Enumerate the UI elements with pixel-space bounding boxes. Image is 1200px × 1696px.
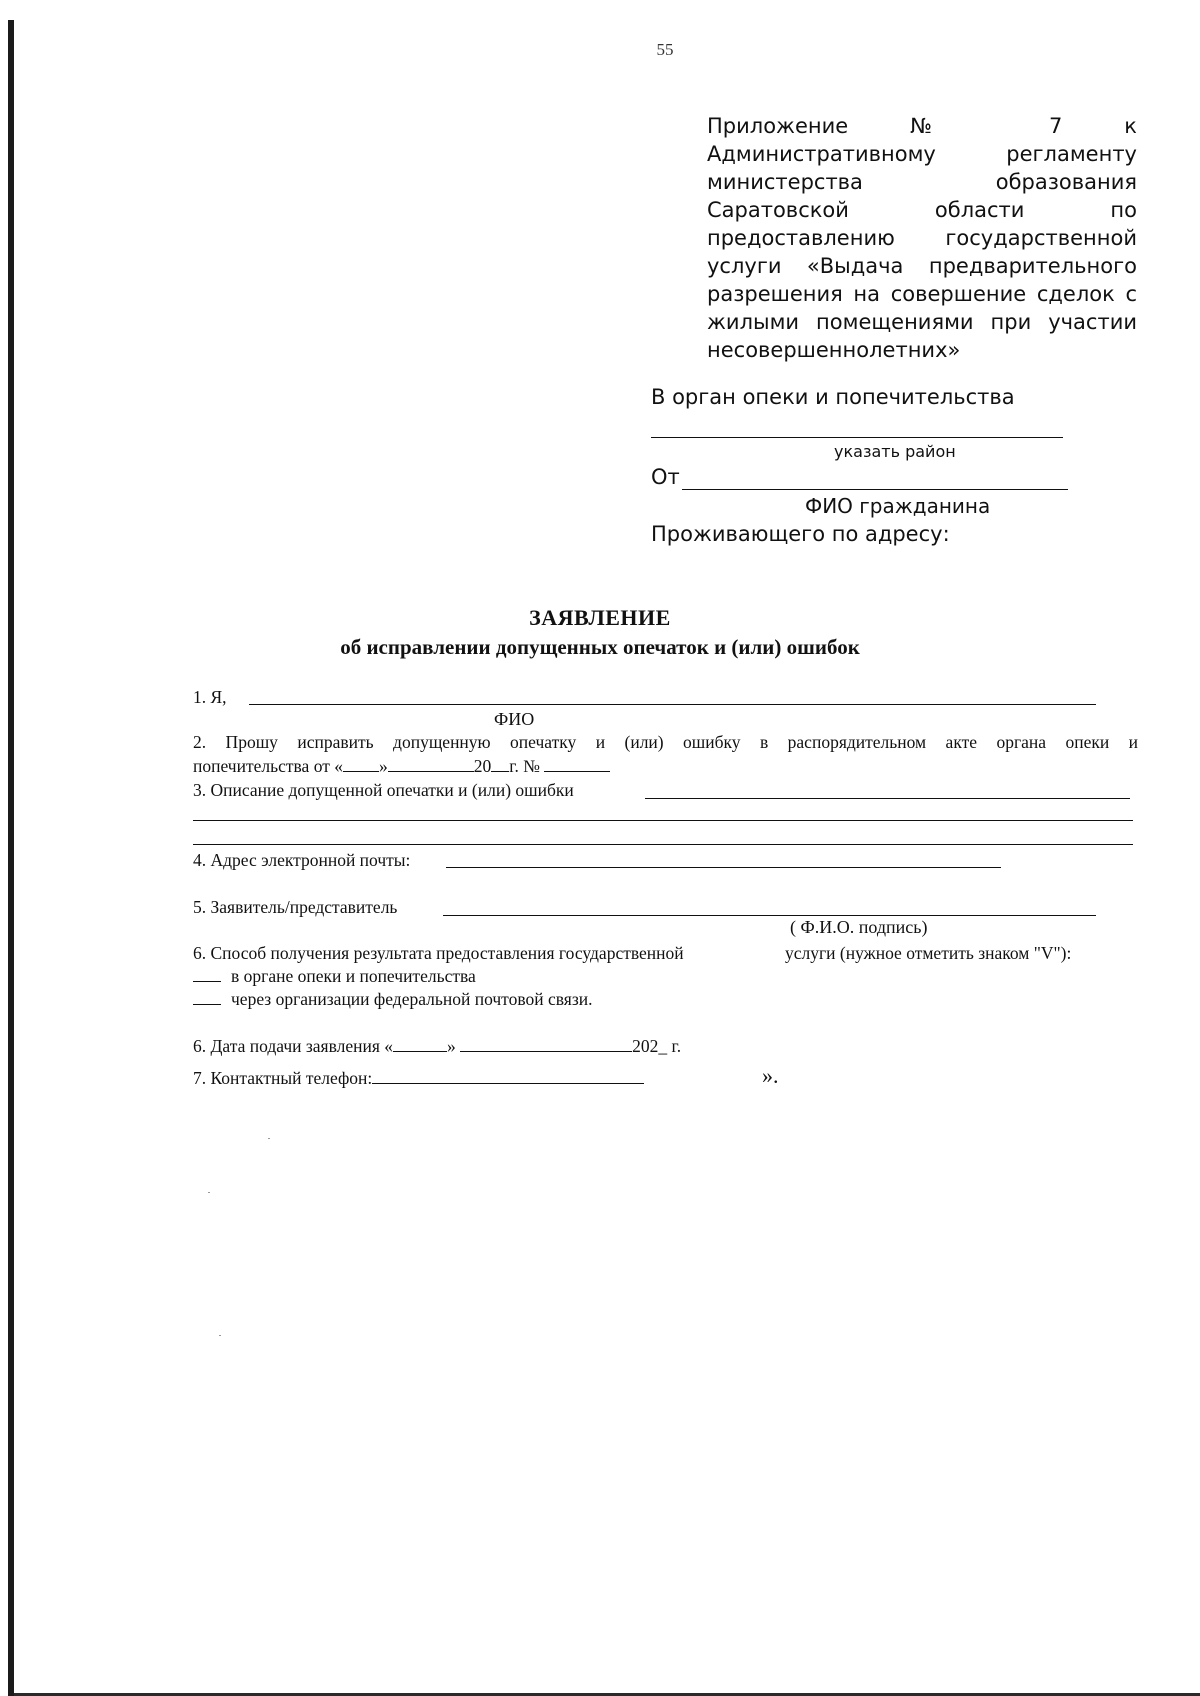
item2-from-label: попечительства от « xyxy=(193,756,343,776)
item2-text: 2. Прошу исправить допущенную опечатку и (или) ошибку в распорядительном акте органа опеки и xyxy=(193,732,1138,752)
act-month-field[interactable] xyxy=(388,755,474,772)
item1-label: 1. Я, xyxy=(193,687,227,707)
option-guardianship-checkbox[interactable] xyxy=(193,967,221,982)
scan-speck xyxy=(208,1192,210,1193)
document-subtitle: об исправлении допущенных опечаток и (или) ошибок xyxy=(340,635,860,659)
option-post-label: через организации федеральной почтовой связи. xyxy=(231,989,593,1009)
item4-label: 4. Адрес электронной почты: xyxy=(193,850,411,870)
phone-row xyxy=(193,1067,644,1089)
applicant-name-hint: ФИО xyxy=(494,709,535,729)
addressee-to: В орган опеки и попечительства xyxy=(651,385,1015,409)
appendix-note: Приложение № 7 к Административному регламенту министерства образования Саратовской области по предоставлению государственной услуги «Выдача предварительного разрешения на совершение сделок с жилыми помещениями при участии несовершеннолетних» xyxy=(707,114,1137,362)
scan-speck xyxy=(219,1335,221,1336)
error-description-field-2[interactable] xyxy=(193,820,1133,821)
document-title: ЗАЯВЛЕНИЕ xyxy=(529,605,671,630)
date-quote-close: » xyxy=(447,1036,456,1056)
item2-quote-close: » xyxy=(379,756,388,776)
closing-quote: ». xyxy=(762,1063,779,1088)
item6-label-a: 6. Способ получения результата предоставления государственной xyxy=(193,943,684,963)
scan-left-edge xyxy=(8,20,14,1696)
item3-label: 3. Описание допущенной опечатки и (или) ошибки xyxy=(193,780,574,800)
signature-field[interactable] xyxy=(443,915,1096,916)
item2-number-label: г. № xyxy=(509,756,540,776)
page-number: 55 xyxy=(656,40,674,59)
scan-speck xyxy=(268,1138,270,1139)
from-label: От xyxy=(651,465,680,489)
district-field[interactable] xyxy=(651,437,1063,438)
district-hint: указать район xyxy=(834,442,956,461)
error-description-field-1[interactable] xyxy=(645,798,1130,799)
email-field[interactable] xyxy=(446,867,1001,868)
item6-label-b: услуги (нужное отметить знаком "V"): xyxy=(785,943,1072,963)
option-guardianship-row xyxy=(193,965,476,987)
option-guardianship-label: в органе опеки и попечительства xyxy=(231,966,476,986)
act-year-field[interactable] xyxy=(491,755,509,772)
application-date-row xyxy=(193,1035,681,1057)
error-description-field-3[interactable] xyxy=(193,844,1133,845)
option-post-checkbox[interactable] xyxy=(193,990,221,1005)
date-month-field[interactable] xyxy=(460,1035,632,1052)
citizen-name-hint: ФИО гражданина xyxy=(805,494,991,518)
date-year-label: 202_ г. xyxy=(632,1036,682,1056)
residence-label: Проживающего по адресу: xyxy=(651,522,950,546)
phone-field[interactable] xyxy=(372,1067,644,1084)
item2-year-prefix: 20 xyxy=(473,756,492,776)
phone-label: 7. Контактный телефон: xyxy=(193,1068,373,1088)
date-day-field[interactable] xyxy=(393,1035,447,1052)
item5-label: 5. Заявитель/представитель xyxy=(193,897,398,917)
act-number-field[interactable] xyxy=(544,755,610,772)
citizen-name-field[interactable] xyxy=(682,489,1068,490)
signature-hint: ( Ф.И.О. подпись) xyxy=(790,917,928,937)
date-label: 6. Дата подачи заявления « xyxy=(193,1036,394,1056)
option-post-row xyxy=(193,988,592,1010)
item2-date-row xyxy=(193,755,610,777)
applicant-name-field[interactable] xyxy=(249,704,1096,705)
act-day-field[interactable] xyxy=(343,755,379,772)
